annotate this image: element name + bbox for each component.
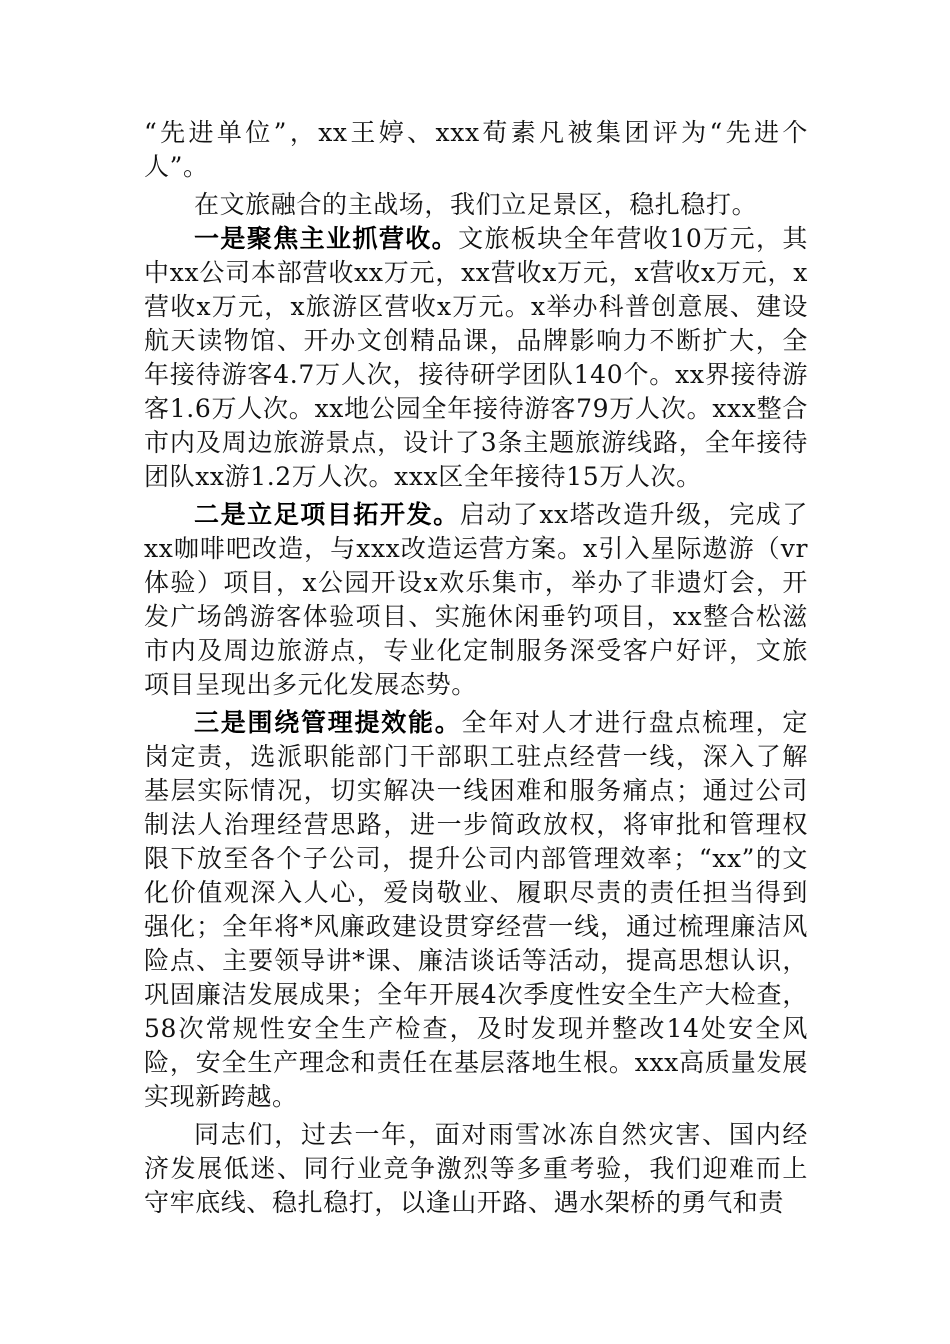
paragraph-text: 在文旅融合的主战场，我们立足景区，稳扎稳打。 (194, 190, 758, 219)
paragraph-revenue (144, 222, 808, 494)
paragraph-summary (144, 1118, 808, 1220)
paragraph-intro (144, 188, 808, 222)
paragraph-lead-heading: 一是聚焦主业抓营收。 (194, 224, 459, 253)
paragraph-lead-heading: 三是围绕管理提效能。 (194, 708, 462, 737)
paragraph-text: 同志们，过去一年，面对雨雪冰冻自然灾害、国内经济发展低迷、同行业竞争激烈等多重考验，我们迎难而上守牢底线、稳扎稳打，以逢山开路、遇水架桥的勇气和责 (144, 1120, 808, 1217)
paragraph-text: “先进单位”，xx王婷、xxx荀素凡被集团评为“先进个人”。 (144, 118, 808, 181)
paragraph-text: 启动了xx塔改造升级，完成了xx咖啡吧改造，与xxx改造运营方案。x引入星际遨游（vr体验）项目，x公园开设x欢乐集市，举办了非遗灯会，开发广场鸽游客体验项目、实施休闲垂钓项目，xx整合松滋市内及周边旅游点，专业化定制服务深受客户好评，文旅项目呈现出多元化发展态势。 (144, 500, 808, 699)
paragraph-projects (144, 498, 808, 702)
paragraph-awards (144, 116, 808, 184)
paragraph-text: 全年对人才进行盘点梳理，定岗定责，选派职能部门干部职工驻点经营一线，深入了解基层实际情况，切实解决一线困难和服务痛点；通过公司制法人治理经营思路，进一步简政放权，将审批和管理权限下放至各个子公司，提升公司内部管理效率；“xx”的文化价值观深入人心，爱岗敬业、履职尽责的责任担当得到强化；全年将*风廉政建设贯穿经营一线，通过梳理廉洁风险点、主要领导讲*课、廉洁谈话等活动，提高思想认识，巩固廉洁发展成果；全年开展4次季度性安全生产大检查，58次常规性安全生产检查，及时发现并整改14处安全风险，安全生产理念和责任在基层落地生根。xxx高质量发展实现新跨越。 (144, 708, 808, 1111)
paragraph-management (144, 706, 808, 1114)
paragraph-lead-heading: 二是立足项目拓开发。 (194, 500, 460, 529)
paragraph-text: 文旅板块全年营收10万元，其中xx公司本部营收xx万元，xx营收x万元，x营收x万元，x营收x万元，x旅游区营收x万元。x举办科普创意展、建设航天读物馆、开办文创精品课，品牌影响力不断扩大，全年接待游客4.7万人次，接待研学团队140个。xx界接待游客1.6万人次。xx地公园全年接待游客79万人次。xxx整合市内及周边旅游景点，设计了3条主题旅游线路，全年接待团队xx游1.2万人次。xxx区全年接待15万人次。 (144, 224, 808, 491)
document-body (144, 116, 808, 1220)
